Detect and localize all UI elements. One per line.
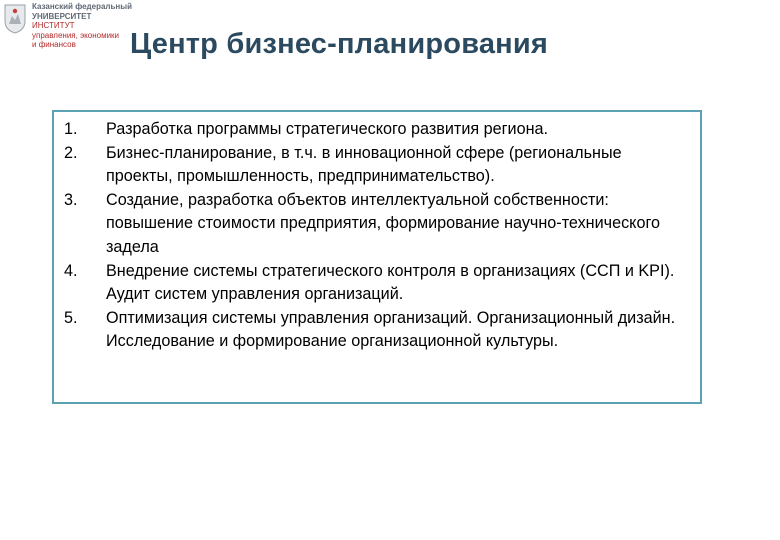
logo-university-line-2: УНИВЕРСИТЕТ [32,11,92,21]
list-item-number: 1. [64,120,78,138]
list-item-number: 2. [64,143,78,162]
page-title: Центр бизнес-планирования [130,28,549,60]
list-item-text: Оптимизация системы управления организаций. Организационный дизайн. Исследование и формирование организационной культуры. [106,308,676,351]
list-item [64,118,690,142]
logo-institute-line-1: ИНСТИТУТ [32,21,75,30]
content-box [52,110,702,404]
list-item [64,142,690,189]
logo-text [32,2,132,50]
logo-institute-line-3: и финансов [32,40,76,49]
list-item-text: Бизнес-планирование, в т.ч. в инновационной сфере (региональные проекты, промышленность, предпринимательство). [106,143,622,186]
shield-emblem-icon [4,4,26,34]
list-item-number: 4. [64,261,78,280]
logo-university-line-1: Казанский федеральный [32,2,132,11]
list-item [64,189,690,260]
list-item-number: 5. [64,308,78,327]
list-item [64,260,690,307]
list-item-text: Внедрение системы стратегического контроля в организациях (ССП и KPI). Аудит систем управления организаций. [106,261,675,304]
logo-institute-line-2: управления, экономики [32,30,120,40]
list-item [64,307,690,354]
list-item-text: Разработка программы стратегического развития региона. [106,120,549,138]
list-item-number: 3. [64,190,78,209]
services-list [64,118,690,354]
list-item-text: Создание, разработка объектов интеллектуальной собственности: повышение стоимости предприятия, формирование научно-технического задела [106,190,661,256]
